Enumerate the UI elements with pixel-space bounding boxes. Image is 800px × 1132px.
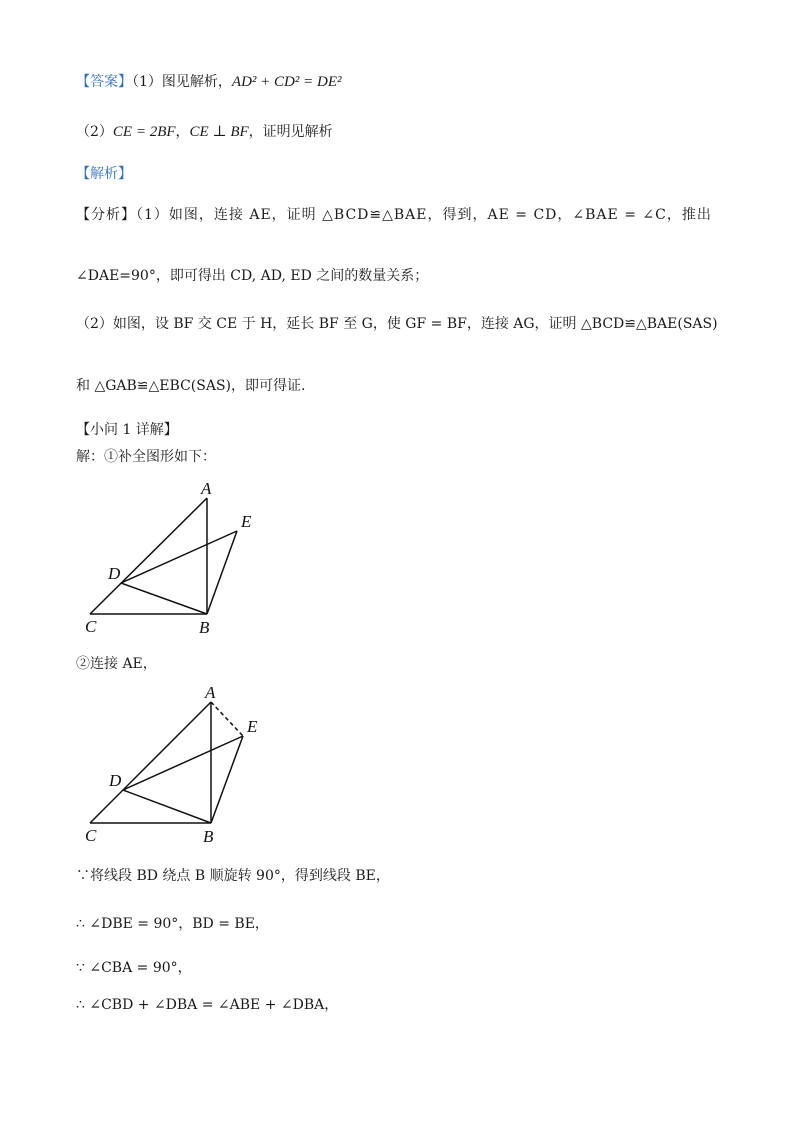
answer-part2-prefix: （2） <box>76 124 113 140</box>
answer-part2-formula-1: CE = 2BF <box>112 124 176 140</box>
answer-part1-prefix: （1）图见解析， <box>132 74 232 90</box>
fig1-label-c: C <box>85 617 97 636</box>
fig1-label-b: B <box>199 618 210 637</box>
analysis-line-1 <box>76 205 712 225</box>
fig2-label-d: D <box>109 771 122 790</box>
fig2-label-a: A <box>205 683 216 702</box>
fig2-label-b: B <box>203 827 214 846</box>
answer-tag: 【答案】 <box>76 74 132 90</box>
answer-line-2 <box>76 122 333 142</box>
figure-1-geometry-diagram <box>80 478 280 640</box>
analysis-line-4: 和 △GAB≌△EBC(SAS)，即可得证. <box>76 378 306 394</box>
answer-part1-formula: AD² + CD² = DE² <box>231 74 342 90</box>
segment-ae-dashed <box>211 702 243 736</box>
segment-ca <box>90 498 207 614</box>
segment-eb <box>207 531 237 614</box>
answer-part2-sep: ， <box>175 124 190 140</box>
fig1-label-d: D <box>108 564 121 583</box>
detail-because-2: ∵ ∠CBA = 90°， <box>76 960 192 976</box>
detail-intro: 解：①补全图形如下： <box>76 449 216 465</box>
analysis-line-2: ∠DAE=90°，即可得出 CD, AD, ED 之间的数量关系； <box>76 268 429 284</box>
answer-part2-formula-2: CE ⊥ BF <box>189 124 249 140</box>
detail-because-1: ∵将线段 BD 绕点 B 顺旋转 90°，得到线段 BE， <box>76 868 390 884</box>
fig2-label-c: C <box>85 826 97 845</box>
segment-de <box>121 531 237 583</box>
segment-de <box>123 736 243 790</box>
detail-therefore-2: ∴ ∠CBD + ∠DBA = ∠ABE + ∠DBA， <box>76 997 339 1013</box>
segment-db <box>121 583 207 614</box>
fig1-label-a: A <box>201 479 212 498</box>
segment-db <box>123 790 211 823</box>
detail-title: 【小问 1 详解】 <box>76 422 178 438</box>
figure-2-geometry-diagram <box>80 682 280 847</box>
answer-line-1 <box>76 72 342 92</box>
answer-part2-suffix: ，证明见解析 <box>248 124 333 140</box>
analysis-text-1: （1）如图，连接 AE，证明 △BCD≌△BAE，得到，AE = CD，∠BAE = ∠C，推出 <box>136 207 712 223</box>
detail-therefore-1: ∴ ∠DBE = 90°，BD = BE， <box>76 916 269 932</box>
segment-ca <box>90 702 211 823</box>
detail-step-2: ②连接 AE， <box>76 656 157 672</box>
analysis-line-3: （2）如图，设 BF 交 CE 于 H，延长 BF 至 G，使 GF = BF，连接 AG，证明 △BCD≌△BAE(SAS) <box>76 316 718 332</box>
analysis-tag: 【解析】 <box>76 166 132 182</box>
fig1-label-e: E <box>241 512 252 531</box>
fig2-label-e: E <box>247 717 258 736</box>
analysis-fenxi-label: 【分析】 <box>76 207 136 223</box>
